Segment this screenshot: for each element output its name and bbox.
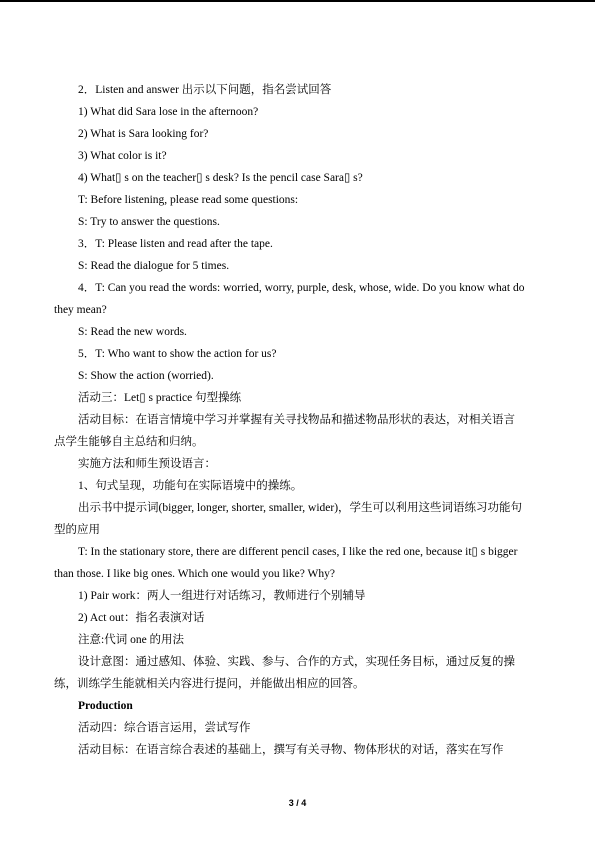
text-line: 4) What▯ s on the teacher▯ s desk? Is the pencil case Sara▯ s? [78,172,363,184]
activity-heading: 活动四：综合语言运用，尝试写作 [78,722,251,734]
text-line: 2) Act out：指名表演对话 [78,612,205,624]
text-line: S: Read the new words. [78,326,187,338]
text-line: 3．T: Please listen and read after the tape. [78,238,273,250]
text-line: 1) What did Sara lose in the afternoon? [78,106,259,118]
text-line: 出示书中提示词(bigger, longer, shorter, smaller, wider)，学生可以利用这些词语练习功能句 [78,502,523,514]
text-line: 设计意图：通过感知、体验、实践、参与、合作的方式，实现任务目标，通过反复的操 [78,656,515,668]
text-line: 5．T: Who want to show the action for us? [78,348,277,360]
text-line: 点学生能够自主总结和归纳。 [54,436,204,448]
text-line: 练，训练学生能就相关内容进行提问，并能做出相应的回答。 [54,678,365,690]
section-heading: Production [78,700,133,712]
activity-heading: 活动三：Let▯ s practice 句型操练 [78,392,242,404]
text-line: 型的应用 [54,524,100,536]
header-rule [0,0,595,2]
text-line: 活动目标：在语言综合表述的基础上，撰写有关寻物、物体形状的对话，落实在写作 [78,744,504,756]
text-line: S: Show the action (worried). [78,370,214,382]
text-line: T: Before listening, please read some questions: [78,194,299,206]
text-line: 注意:代词 one 的用法 [78,634,185,646]
text-line: 实施方法和师生预设语言： [78,458,216,470]
text-line: S: Read the dialogue for 5 times. [78,260,230,272]
text-line: 活动目标：在语言情境中学习并掌握有关寻找物品和描述物品形状的表达，对相关语言 [78,414,515,426]
text-line: they mean? [54,304,107,316]
text-line: T: In the stationary store, there are different pencil cases, I like the red one, because it▯ s bigger [78,546,518,558]
text-line: 3) What color is it? [78,150,167,162]
text-line: 2．Listen and answer 出示以下问题，指名尝试回答 [78,84,332,96]
text-line: than those. I like big ones. Which one would you like? Why? [54,568,335,580]
text-line: 2) What is Sara looking for? [78,128,209,140]
text-line: 1) Pair work：两人一组进行对话练习，教师进行个别辅导 [78,590,366,602]
page-number: 3 / 4 [288,798,307,808]
document-body [54,79,544,761]
text-line: S: Try to answer the questions. [78,216,220,228]
text-line: 1、句式呈现，功能句在实际语境中的操练。 [78,480,303,492]
text-line: 4．T: Can you read the words: worried, worry, purple, desk, whose, wide. Do you know what do [78,282,525,294]
